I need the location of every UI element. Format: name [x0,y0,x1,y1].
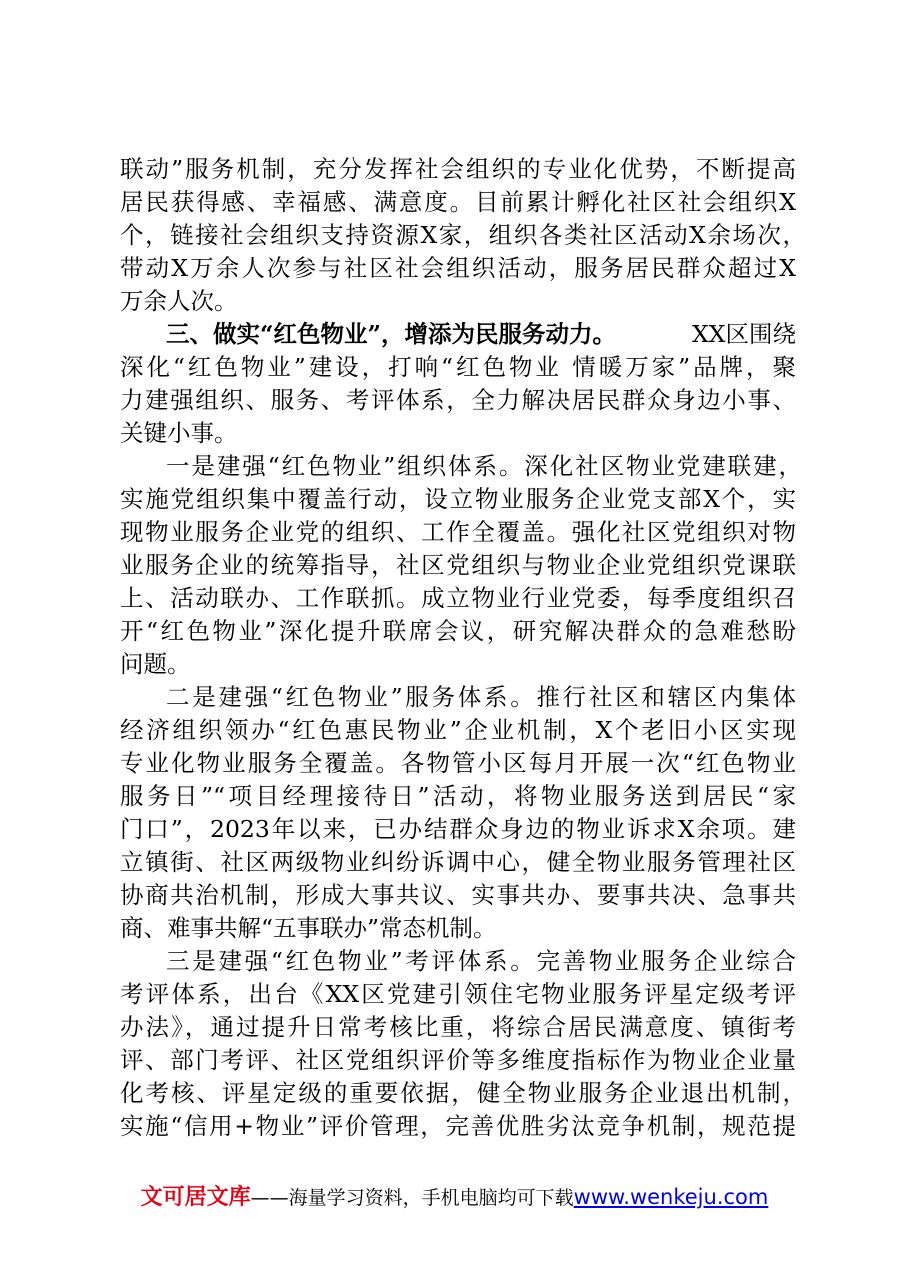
section-heading: 三、做实“红色物业”，增添为民服务动力。 [166,320,617,348]
paragraph-line: 现物业服务企业党的组织、工作全覆盖。强化社区党组织对物 [120,518,796,546]
footer-tagline: ——海量学习资料，手机电脑均可下载 [250,1187,574,1209]
paragraph-line: 经济组织领办“红色惠民物业”企业机制，X个老旧小区实现 [120,716,796,744]
paragraph-line: 个，链接社会组织支持资源X家，组织各类社区活动X余场次， [120,221,806,249]
paragraph-line: 上、活动联办、工作联抓。成立物业行业党委，每季度组织召 [120,584,796,612]
paragraph-line: 评、部门考评、社区党组织评价等多维度指标作为物业企业量 [120,1046,796,1074]
paragraph-line: 一是建强“红色物业”组织体系。深化社区物业党建联建， [166,452,802,480]
paragraph-line: 办法》，通过提升日常考核比重，将综合居民满意度、镇街考 [120,1013,796,1041]
footer-banner [0,1180,909,1214]
paragraph-line: 服务日”“项目经理接待日”活动，将物业服务送到居民“家 [120,782,796,810]
paragraph-line: 关键小事。 [120,419,238,447]
paragraph-line: 三是建强“红色物业”考评体系。完善物业服务企业综合 [166,947,796,975]
paragraph-line: 实施党组织集中覆盖行动，设立物业服务企业党支部X个，实 [120,485,796,513]
paragraph-line: 带动X万余人次参与社区社会组织活动，服务居民群众超过X [120,254,796,282]
paragraph-line: 力建强组织、服务、考评体系，全力解决居民群众身边小事、 [120,386,796,414]
paragraph-line: 实施“信用+物业”评价管理，完善优胜劣汰竞争机制，规范提 [120,1112,796,1140]
paragraph-line: 深化“红色物业”建设，打响“红色物业 情暖万家”品牌，聚 [120,353,796,381]
paragraph-line: 联动”服务机制，充分发挥社会组织的专业化优势，不断提高 [120,155,796,183]
website-link[interactable]: www.wenkeju.com [573,1185,769,1209]
paragraph-line: 门口”，2023年以来，已办结群众身边的物业诉求X余项。建 [120,815,796,843]
section-heading-line [166,317,796,351]
paragraph-line: 居民获得感、幸福感、满意度。目前累计孵化社区社会组织X [120,188,796,216]
paragraph-line: 问题。 [120,650,191,678]
paragraph-line: 万余人次。 [120,287,238,315]
paragraph-line: 开“红色物业”深化提升联席会议，研究解决群众的急难愁盼 [120,617,796,645]
paragraph-line: 二是建强“红色物业”服务体系。推行社区和辖区内集体 [166,683,796,711]
paragraph-line: 协商共治机制，形成大事共议、实事共办、要事共决、急事共 [120,881,796,909]
paragraph-line: 考评体系，出台《XX区党建引领住宅物业服务评星定级考评 [120,980,796,1008]
paragraph-line: 业服务企业的统筹指导，社区党组织与物业企业党组织党课联 [120,551,796,579]
brand-logo: 文可居文库 [140,1185,251,1210]
paragraph-line: 立镇街、社区两级物业纠纷诉调中心，健全物业服务管理社区 [120,848,796,876]
paragraph-line: 商、难事共解“五事联办”常态机制。 [120,914,497,942]
paragraph-text: XX区围绕 [692,320,796,348]
paragraph-line: 专业化物业服务全覆盖。各物管小区每月开展一次“红色物业 [120,749,796,777]
paragraph-line: 化考核、评星定级的重要依据，健全物业服务企业退出机制， [120,1079,806,1107]
